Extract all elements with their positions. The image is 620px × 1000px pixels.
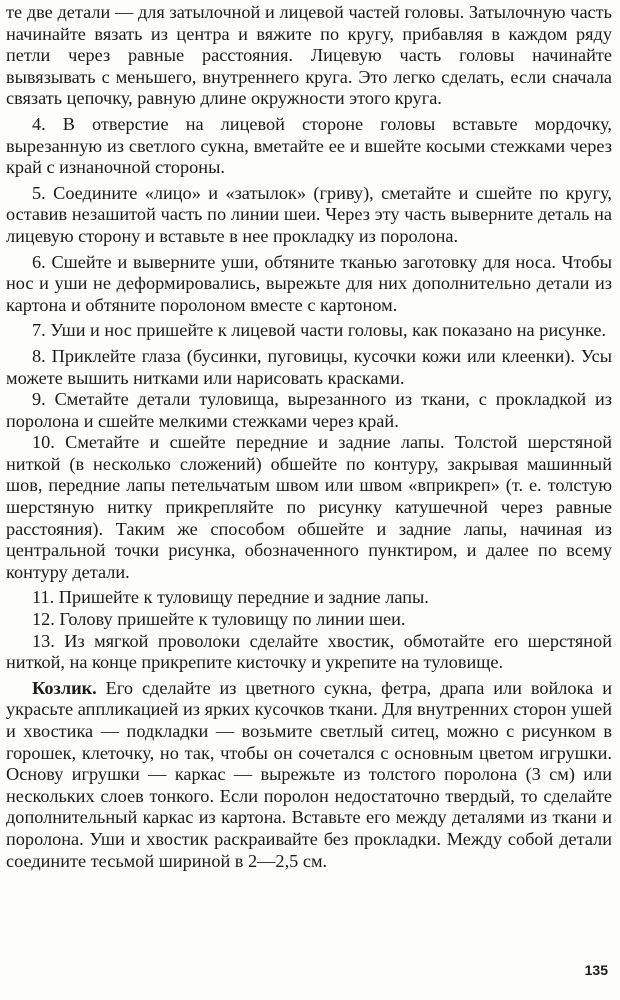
paragraph-step-10: 10. Сметайте и сшейте передние и задние лапы. Толстой шерстяной ниткой (в несколько сложений) обшейте по контуру, закрывая машинный шов, передние лапы петельчатым швом или швом «вприкреп» (т. е. толстую шерстяную нитку прикрепляйте по рисунку катушечной через равные расстояния). Таким же способом обшейте и задние лапы, начиная из центральной точки рисунка, обозначенного пунктиром, и далее по всему контуру детали. [6,432,612,582]
kozlik-text: Его сделайте из цветного сукна, фетра, драпа или войлока и украсьте аппликацией из ярких кусочков ткани. Для внутренних сторон ушей и хвостика — подкладки — возьмите светлый ситец, можно с рисунком в горошек, клеточку, но так, чтобы он сочетался с основным цветом игрушки. Основу игрушки — каркас — вырежьте из толстого поролона (3 см) или нескольких слоев тонкого. Если поролон недостаточно твердый, то сделайте дополнительный каркас из картона. Вставьте его между деталями из ткани и поролона. Уши и хвостик раскраивайте без прокладки. Между собой детали соедините тесьмой шириной в 2—2,5 см. [6,677,612,871]
paragraph-step-5: 5. Соедините «лицо» и «затылок» (гриву), сметайте и сшейте по кругу, оставив незашитой часть по линии шеи. Через эту часть выверните деталь на лицевую сторону и вставьте в нее прокладку из поролона. [6,182,612,246]
body-text [6,2,612,872]
paragraph-step-9: 9. Сметайте детали туловища, вырезанного из ткани, с прокладкой из поролона и сшейте мелкими стежками через край. [6,389,612,431]
paragraph-kozlik [6,678,612,872]
paragraph-step-7: 7. Уши и нос пришейте к лицевой части головы, как показано на рисунке. [32,320,607,341]
paragraph-step-12: 12. Голову пришейте к туловищу по линии шеи. [32,609,406,630]
paragraph-step-8: 8. Приклейте глаза (бусинки, пуговицы, кусочки кожи или клеенки). Усы можете вышить нитками или нарисовать красками. [6,345,612,388]
paragraph-step-11: 11. Пришейте к туловищу передние и задние лапы. [32,587,429,608]
paragraph-step-4: 4. В отверстие на лицевой стороне головы вставьте мордочку, вырезанную из светлого сукна, вметайте ее и вшейте косыми стежками через край с изнаночной стороны. [6,113,612,178]
paragraph-step-13: 13. Из мягкой проволоки сделайте хвостик, обмотайте его шерстяной ниткой, на конце прикрепите кисточку и укрепите на туловище. [6,630,612,673]
paragraph-step-6: 6. Сшейте и выверните уши, обтяните тканью заготовку для носа. Чтобы нос и уши не деформировались, вырежьте для них дополнительно детали из картона и обтяните поролоном вместе с картоном. [6,251,612,315]
page-number: 135 [584,962,608,978]
paragraph-continuation: те две детали — для затылочной и лицевой частей головы. Затылочную часть начинайте вязать из центра и вяжите по кругу, прибавляя в каждом ряду петли через равные расстояния. Лицевую часть головы начинайте вывязывать с меньшего, внутреннего круга. Это легко сделать, если сначала связать цепочку, равную длине окружности этого круга. [6,2,612,109]
kozlik-heading: Козлик. [32,677,97,698]
